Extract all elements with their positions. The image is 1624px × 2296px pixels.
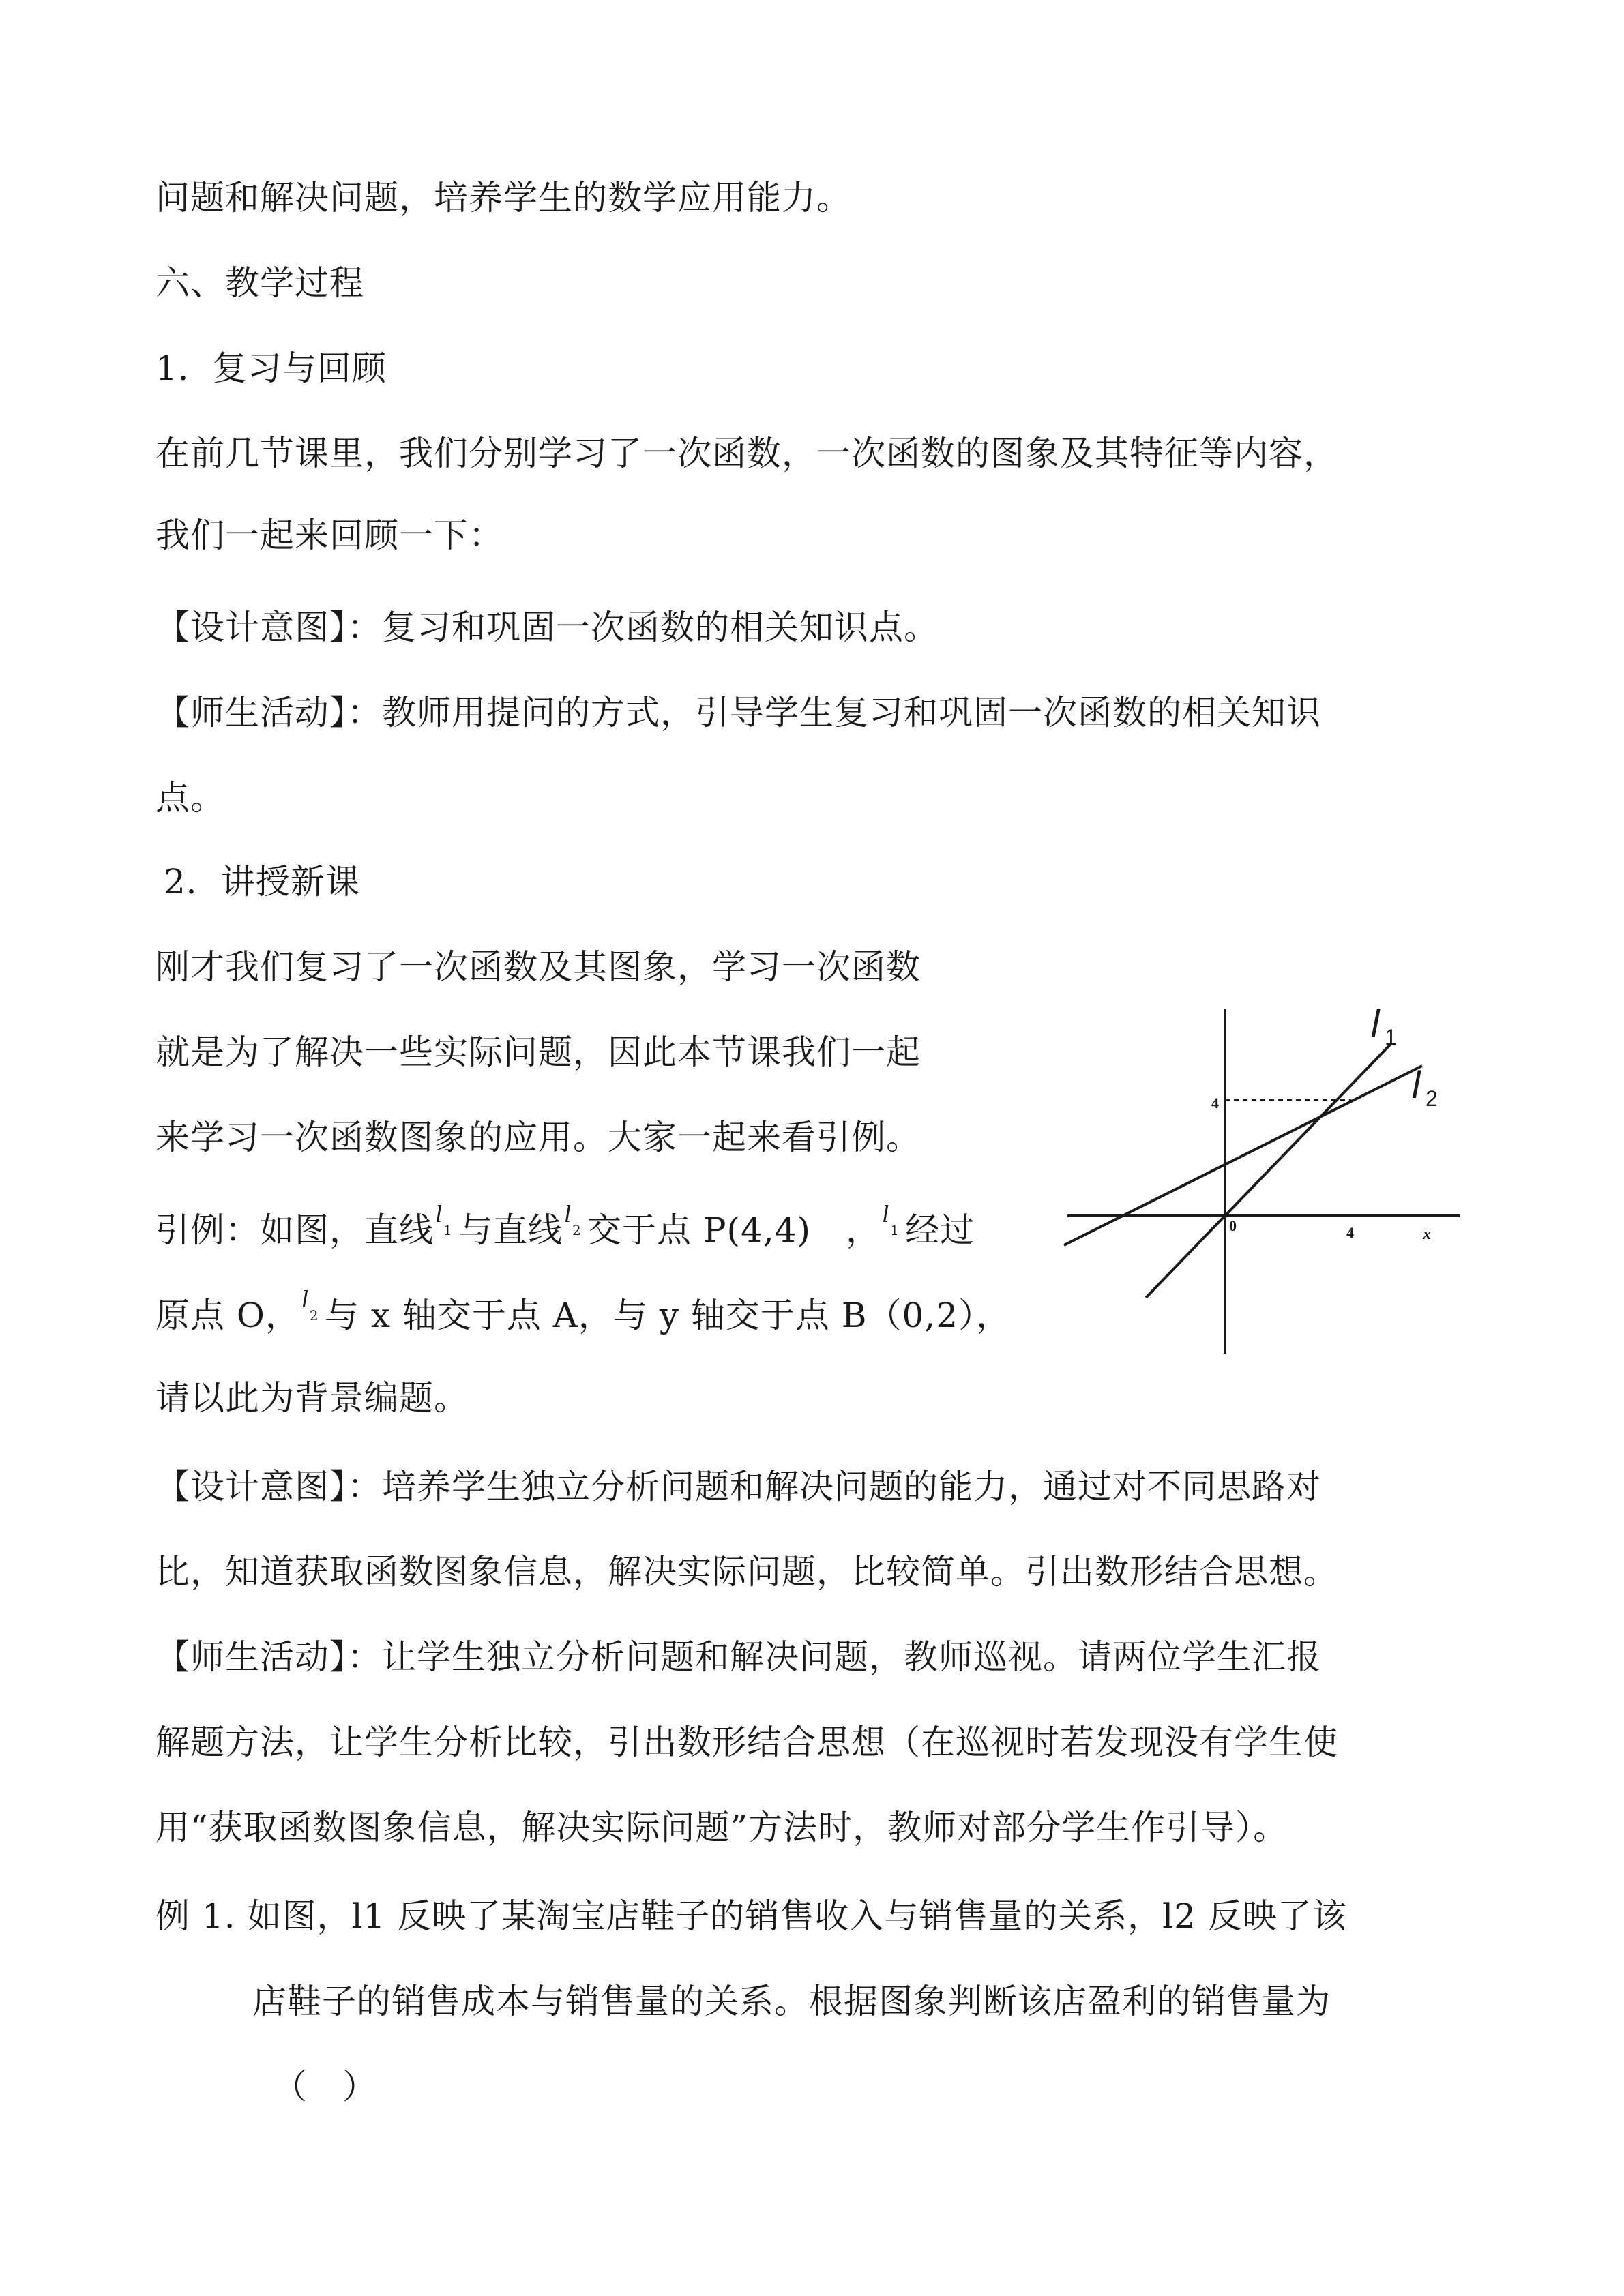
example-intro-line-2 [156,1285,1012,1339]
activity-2-line-2: 解题方法，让学生分析比较，引出数形结合思想（在巡视时若发现没有学生使 [156,1723,1338,1762]
line-l1 [1146,1043,1391,1298]
example-intro-part-a: 引例：如图，直线 [156,1210,434,1250]
example-intro-part-f: 与 x 轴交于点 A，与 y 轴交于点 B（0,2）， [324,1296,1012,1335]
label-l1: l [1371,1002,1380,1045]
symbol-l2-b: l 2 [301,1285,319,1324]
activity-1-line-2: 点。 [156,778,225,818]
activity-2-line-3: 用“获取函数图象信息，解决实际问题”方法时，教师对部分学生作引导）。 [156,1808,1288,1847]
example-1-line-2: 店鞋子的销售成本与销售量的关系。根据图象判断该店盈利的销售量为 [252,1982,1331,2021]
activity-2-line-1: 【师生活动】：让学生独立分析问题和解决问题，教师巡视。请两位学生汇报 [156,1637,1321,1677]
text-line-12: 来学习一次函数图象的应用。大家一起来看引例。 [156,1118,921,1157]
text-line-5: 我们一起来回顾一下： [156,516,503,555]
tick-label-y4: 4 [1211,1094,1219,1112]
subheading-new-lesson: 2．讲授新课 [164,862,360,901]
function-graph-figure [1050,982,1473,1364]
design-intent-2-line-1: 【设计意图】：培养学生独立分析问题和解决问题的能力，通过对不同思路对 [156,1467,1321,1506]
symbol-l2: l 2 [564,1200,582,1238]
answer-blank: （ ） [273,2067,377,2106]
design-intent-2-line-2: 比，知道获取函数图象信息，解决实际问题，比较简单。引出数形结合思想。 [156,1552,1338,1592]
symbol-l1: l 1 [435,1200,453,1238]
label-l1-sub: 1 [1385,1025,1397,1049]
design-intent-1: 【设计意图】：复习和巩固一次函数的相关知识点。 [156,608,939,647]
x-axis-label: x [1423,1225,1431,1243]
origin-label: 0 [1229,1217,1237,1234]
text-line-10: 刚才我们复习了一次函数及其图象，学习一次函数 [156,947,921,987]
example-1-line-1: 例 1. 如图，l1 反映了某淘宝店鞋子的销售收入与销售量的关系，l2 反映了该 [156,1896,1347,1936]
example-intro-part-c: 交于点 P(4,4) ， [587,1210,881,1250]
example-intro-line [156,1200,975,1254]
line-l2 [1064,1066,1422,1245]
text-line-1: 问题和解决问题，培养学生的数学应用能力。 [156,178,851,218]
subheading-review: 1．复习与回顾 [156,348,387,388]
label-l2: l [1412,1063,1421,1106]
label-l2-sub: 2 [1426,1086,1438,1111]
text-line-11: 就是为了解决一些实际问题，因此本节课我们一起 [156,1032,921,1072]
example-intro-part-e: 原点 O， [156,1296,300,1335]
symbol-l1-b: l 1 [882,1200,900,1238]
section-heading-teaching-process: 六、教学过程 [156,263,364,303]
text-line-4: 在前几节课里，我们分别学习了一次函数，一次函数的图象及其特征等内容， [156,434,1338,473]
example-intro-part-d: 经过 [905,1210,975,1250]
tick-label-x4: 4 [1346,1224,1354,1241]
example-intro-part-b: 与直线 [458,1210,563,1250]
text-line-15: 请以此为背景编题。 [156,1378,469,1418]
activity-1-line-1: 【师生活动】：教师用提问的方式，引导学生复习和巩固一次函数的相关知识 [156,693,1321,732]
